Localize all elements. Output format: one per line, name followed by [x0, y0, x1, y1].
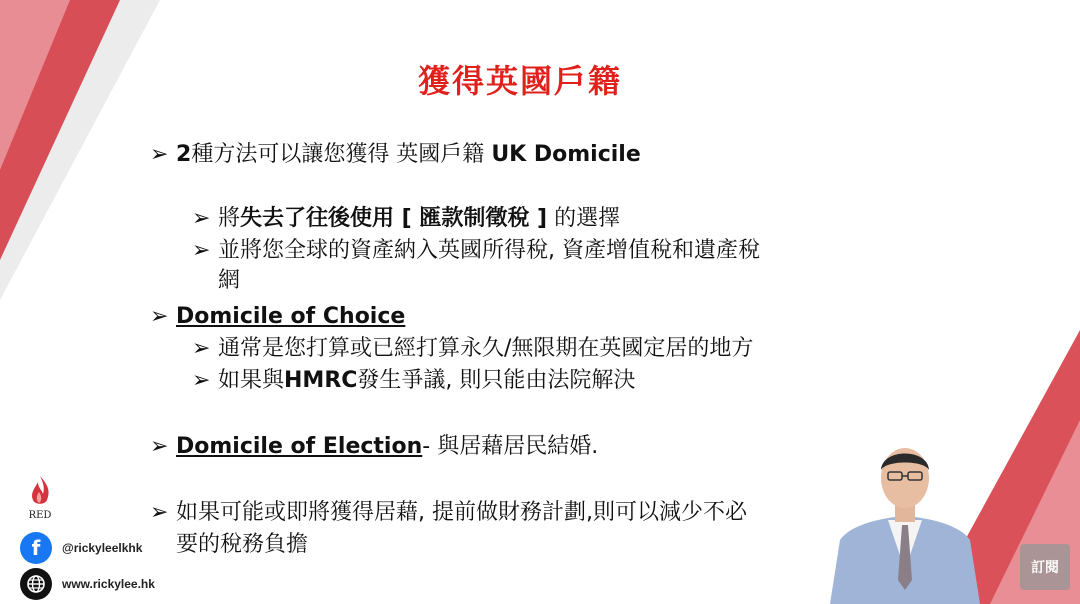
brand-logo	[22, 474, 58, 521]
bullet-1: ➢ 2種方法可以讓您獲得 英國戶籍 UK Domicile	[150, 140, 641, 170]
arrow-bullet-icon: ➢	[192, 206, 211, 231]
facebook-icon: f	[20, 532, 52, 564]
sub-bullet-3: ➢ 通常是您打算或已經打算永久/無限期在英國定居的地方	[192, 334, 753, 364]
website-url: www.rickylee.hk	[62, 577, 155, 591]
slide-title: 獲得英國戶籍	[417, 62, 622, 100]
arrow-bullet-icon: ➢	[192, 368, 211, 393]
bullet-4: ➢ 如果可能或即將獲得居藉, 提前做財務計劃,則可以減少不必	[150, 498, 747, 528]
arrow-bullet-icon: ➢	[192, 336, 211, 361]
website-link[interactable]	[20, 568, 155, 600]
arrow-bullet-icon: ➢	[150, 500, 169, 525]
presenter-video	[820, 430, 990, 604]
bullet-2: ➢ Domicile of Choice	[150, 302, 405, 332]
arrow-bullet-icon: ➢	[150, 142, 169, 167]
brand-text: RED	[28, 510, 52, 521]
arrow-bullet-icon: ➢	[150, 304, 169, 329]
bullet-3: ➢ Domicile of Election- 與居藉居民結婚.	[150, 432, 598, 462]
subscribe-button[interactable]: 訂閱	[1020, 544, 1070, 590]
bullet-4-continuation: 要的稅務負擔	[176, 532, 309, 557]
sub-bullet-1: ➢ 將失去了往後使用 [ 匯款制徵稅 ] 的選擇	[192, 204, 620, 234]
sub-bullet-4: ➢ 如果與HMRC發生爭議, 則只能由法院解決	[192, 366, 635, 396]
flame-icon	[25, 474, 55, 508]
arrow-bullet-icon: ➢	[150, 434, 169, 459]
sub-bullet-2: ➢ 並將您全球的資產納入英國所得稅, 資產增值稅和遺產稅	[192, 236, 760, 266]
globe-icon	[20, 568, 52, 600]
facebook-link[interactable]	[20, 532, 142, 564]
arrow-bullet-icon: ➢	[192, 238, 211, 263]
facebook-handle: @rickyleelkhk	[62, 541, 143, 555]
sub-bullet-2-continuation: 網	[218, 268, 241, 293]
